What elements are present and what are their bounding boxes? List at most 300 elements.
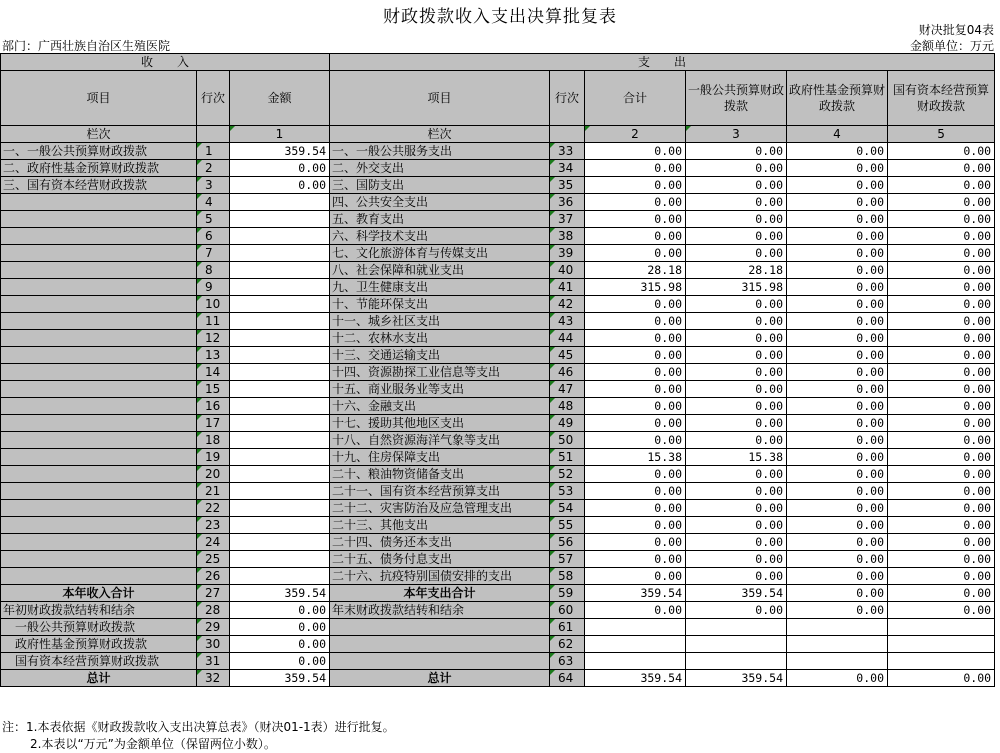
carryover-end-line: 60: [550, 602, 585, 619]
income-item: [1, 211, 197, 228]
expense-total: 28.18: [585, 262, 686, 279]
expense-general: 0.00: [686, 483, 787, 500]
expense-item: 十一、城乡社区支出: [330, 313, 550, 330]
income-item: [1, 279, 197, 296]
expense-general: 0.00: [686, 228, 787, 245]
expense-state: 0.00: [888, 160, 995, 177]
expense-state: 0.00: [888, 517, 995, 534]
income-line: 9: [197, 279, 230, 296]
carryover-end-label: 年末财政拨款结转和结余: [330, 602, 550, 619]
expense-total: 0.00: [585, 160, 686, 177]
income-item: [1, 449, 197, 466]
carryover-begin-label: 年初财政拨款结转和结余: [1, 602, 197, 619]
expense-fund: 0.00: [787, 143, 888, 160]
expense-state: 0.00: [888, 466, 995, 483]
expense-total: 0.00: [585, 568, 686, 585]
expense-fund: 0.00: [787, 347, 888, 364]
income-amount: [230, 517, 330, 534]
expense-line: 44: [550, 330, 585, 347]
expense-line: 51: [550, 449, 585, 466]
carryover-state-line: 31: [197, 653, 230, 670]
expense-total: 0.00: [585, 551, 686, 568]
income-amount: [230, 449, 330, 466]
income-line: 5: [197, 211, 230, 228]
income-total-amount: 359.54: [230, 585, 330, 602]
expense-line: 47: [550, 381, 585, 398]
expense-item: 二十三、其他支出: [330, 517, 550, 534]
expense-general: 0.00: [686, 534, 787, 551]
income-item: [1, 228, 197, 245]
expense-line: 52: [550, 466, 585, 483]
expense-line: 53: [550, 483, 585, 500]
expense-item: 二十一、国有资本经营预算支出: [330, 483, 550, 500]
expense-item: 六、科学技术支出: [330, 228, 550, 245]
expense-line: 56: [550, 534, 585, 551]
expense-line-62: 62: [550, 636, 585, 653]
expense-fund-header: 政府性基金预算财政拨款: [787, 71, 888, 126]
expense-line: 43: [550, 313, 585, 330]
expense-item: 十二、农林水支出: [330, 330, 550, 347]
expense-general: 0.00: [686, 245, 787, 262]
income-item: [1, 517, 197, 534]
expense-state: 0.00: [888, 296, 995, 313]
empty-cell: [888, 636, 995, 653]
expense-item: 一、一般公共服务支出: [330, 143, 550, 160]
expense-state: 0.00: [888, 500, 995, 517]
expense-fund: 0.00: [787, 262, 888, 279]
table-row: [1, 211, 995, 228]
expense-state: 0.00: [888, 551, 995, 568]
expense-fund: 0.00: [787, 296, 888, 313]
expense-total: 0.00: [585, 466, 686, 483]
expense-general: 0.00: [686, 551, 787, 568]
income-amount: 359.54: [230, 143, 330, 160]
income-item: [1, 432, 197, 449]
expense-fund: 0.00: [787, 551, 888, 568]
expense-fund: 0.00: [787, 466, 888, 483]
table-row: [1, 313, 995, 330]
empty-cell: [686, 619, 787, 636]
table-row: [1, 330, 995, 347]
expense-item: 八、社会保障和就业支出: [330, 262, 550, 279]
income-line: 11: [197, 313, 230, 330]
income-amount: 0.00: [230, 160, 330, 177]
table-row: [1, 398, 995, 415]
expense-line: 36: [550, 194, 585, 211]
expense-item: 二十五、债务付息支出: [330, 551, 550, 568]
carryover-end-fund: 0.00: [787, 602, 888, 619]
expense-line: 35: [550, 177, 585, 194]
income-line: 8: [197, 262, 230, 279]
expense-line: 54: [550, 500, 585, 517]
income-line: 1: [197, 143, 230, 160]
expense-item: 二十四、债务还本支出: [330, 534, 550, 551]
income-line-header: 行次: [197, 71, 230, 126]
page-title: 财政拨款收入支出决算批复表: [383, 7, 617, 27]
empty-cell: [888, 653, 995, 670]
income-line: 17: [197, 415, 230, 432]
income-line: 18: [197, 432, 230, 449]
income-line: 2: [197, 160, 230, 177]
income-amount: [230, 194, 330, 211]
income-item: [1, 347, 197, 364]
empty-cell: [686, 636, 787, 653]
expense-line-63: 63: [550, 653, 585, 670]
table-row: [1, 534, 995, 551]
expense-total: 0.00: [585, 245, 686, 262]
carryover-state-row: [1, 653, 995, 670]
income-total-label: 本年收入合计: [1, 585, 197, 602]
expense-line: 38: [550, 228, 585, 245]
expense-item: 二十、粮油物资储备支出: [330, 466, 550, 483]
income-item: [1, 466, 197, 483]
expense-line: 39: [550, 245, 585, 262]
expense-general-col-num: 3: [686, 126, 787, 143]
expense-fund: 0.00: [787, 534, 888, 551]
expense-item: 五、教育支出: [330, 211, 550, 228]
expense-state: 0.00: [888, 432, 995, 449]
expense-item: 七、文化旅游体育与传媒支出: [330, 245, 550, 262]
income-line: 13: [197, 347, 230, 364]
expense-state: 0.00: [888, 330, 995, 347]
expense-grand-total-general: 359.54: [686, 670, 787, 687]
expense-item: 九、卫生健康支出: [330, 279, 550, 296]
expense-state: 0.00: [888, 415, 995, 432]
column-header-row: [1, 71, 995, 126]
footnote-2: 2.本表以“万元”为金额单位（保留两位小数）。: [30, 737, 276, 751]
income-line: 24: [197, 534, 230, 551]
expense-state: 0.00: [888, 143, 995, 160]
expense-fund-col-num: 4: [787, 126, 888, 143]
carryover-general-row: [1, 619, 995, 636]
table-row: [1, 500, 995, 517]
income-item: 一、一般公共预算财政拨款: [1, 143, 197, 160]
income-item: [1, 296, 197, 313]
expense-line-header: 行次: [550, 71, 585, 126]
empty-cell: [787, 636, 888, 653]
expense-fund: 0.00: [787, 313, 888, 330]
expense-total: 0.00: [585, 398, 686, 415]
expense-total: 0.00: [585, 347, 686, 364]
income-line: 25: [197, 551, 230, 568]
income-grand-total-amount: 359.54: [230, 670, 330, 687]
expense-fund: 0.00: [787, 279, 888, 296]
table-row: [1, 483, 995, 500]
expense-line: 41: [550, 279, 585, 296]
income-item: [1, 398, 197, 415]
empty-cell: [585, 636, 686, 653]
expense-fund: 0.00: [787, 381, 888, 398]
empty-cell: [585, 619, 686, 636]
income-amount: [230, 211, 330, 228]
empty-cell: [787, 653, 888, 670]
income-expense-total-row: [1, 585, 995, 602]
footnotes: [2, 719, 395, 753]
income-line: 4: [197, 194, 230, 211]
table-row: [1, 347, 995, 364]
expense-general: 0.00: [686, 398, 787, 415]
expense-grand-total-fund: 0.00: [787, 670, 888, 687]
carryover-begin-amount: 0.00: [230, 602, 330, 619]
expense-total: 315.98: [585, 279, 686, 296]
income-amount-col-num: 1: [230, 126, 330, 143]
income-amount: [230, 483, 330, 500]
income-line: 6: [197, 228, 230, 245]
expense-fund: 0.00: [787, 432, 888, 449]
expense-total-col-num: 2: [585, 126, 686, 143]
expense-line: 48: [550, 398, 585, 415]
expense-general: 0.00: [686, 517, 787, 534]
expense-grand-total-sum: 359.54: [585, 670, 686, 687]
income-line: 12: [197, 330, 230, 347]
empty-cell: [888, 619, 995, 636]
table-row: [1, 262, 995, 279]
income-total-line: 27: [197, 585, 230, 602]
empty-cell: [330, 636, 550, 653]
expense-general: 0.00: [686, 500, 787, 517]
expense-state: 0.00: [888, 228, 995, 245]
expense-general: 0.00: [686, 568, 787, 585]
expense-state: 0.00: [888, 568, 995, 585]
expense-line: 50: [550, 432, 585, 449]
income-grand-total-label: 总计: [1, 670, 197, 687]
expense-state: 0.00: [888, 449, 995, 466]
expense-fund: 0.00: [787, 330, 888, 347]
expense-item: 二十六、抗疫特别国债安排的支出: [330, 568, 550, 585]
carryover-fund-line: 30: [197, 636, 230, 653]
income-amount: [230, 415, 330, 432]
expense-item: 十五、商业服务业等支出: [330, 381, 550, 398]
expense-general: 28.18: [686, 262, 787, 279]
table-row: [1, 449, 995, 466]
expense-total-sum: 359.54: [585, 585, 686, 602]
expense-item: 二、外交支出: [330, 160, 550, 177]
income-item: [1, 551, 197, 568]
expense-fund: 0.00: [787, 500, 888, 517]
income-line: 7: [197, 245, 230, 262]
expense-state: 0.00: [888, 483, 995, 500]
expense-state: 0.00: [888, 279, 995, 296]
form-code: 财决批复04表: [918, 23, 994, 37]
income-amount: [230, 568, 330, 585]
expense-total: 0.00: [585, 296, 686, 313]
income-col-label: 栏次: [1, 126, 197, 143]
expense-general-header: 一般公共预算财政拨款: [686, 71, 787, 126]
income-line: 16: [197, 398, 230, 415]
income-item: 三、国有资本经营财政拨款: [1, 177, 197, 194]
grand-total-row: [1, 670, 995, 687]
expense-line: 40: [550, 262, 585, 279]
expense-line: 55: [550, 517, 585, 534]
expense-line: 37: [550, 211, 585, 228]
expense-item-header: 项目: [330, 71, 550, 126]
income-item: [1, 415, 197, 432]
expense-fund: 0.00: [787, 228, 888, 245]
income-item: [1, 194, 197, 211]
income-item: [1, 568, 197, 585]
expense-line-61: 61: [550, 619, 585, 636]
income-amount: [230, 398, 330, 415]
expense-line: 58: [550, 568, 585, 585]
expense-total: 0.00: [585, 500, 686, 517]
expense-line: 45: [550, 347, 585, 364]
carryover-state-label: 国有资本经营预算财政拨款: [1, 653, 197, 670]
table-row: [1, 228, 995, 245]
carryover-row: [1, 602, 995, 619]
expense-state: 0.00: [888, 381, 995, 398]
table-row: [1, 194, 995, 211]
expense-total: 0.00: [585, 381, 686, 398]
expense-state: 0.00: [888, 347, 995, 364]
expense-general: 15.38: [686, 449, 787, 466]
table-row: [1, 381, 995, 398]
expense-fund: 0.00: [787, 364, 888, 381]
expense-state: 0.00: [888, 313, 995, 330]
expense-fund: 0.00: [787, 483, 888, 500]
expense-state: 0.00: [888, 211, 995, 228]
expense-item: 十八、自然资源海洋气象等支出: [330, 432, 550, 449]
income-line: 14: [197, 364, 230, 381]
income-item: [1, 245, 197, 262]
table-row: [1, 415, 995, 432]
expense-general: 0.00: [686, 296, 787, 313]
income-amount: [230, 347, 330, 364]
expense-general: 0.00: [686, 194, 787, 211]
expense-total: 0.00: [585, 364, 686, 381]
expense-total: 0.00: [585, 517, 686, 534]
income-item: 二、政府性基金预算财政拨款: [1, 160, 197, 177]
income-item-header: 项目: [1, 71, 197, 126]
income-amount: [230, 432, 330, 449]
empty-cell: [686, 653, 787, 670]
expense-state-header: 国有资本经营预算财政拨款: [888, 71, 995, 126]
expense-col-label: 栏次: [330, 126, 550, 143]
income-amount: [230, 466, 330, 483]
table-row: [1, 364, 995, 381]
expense-general: 0.00: [686, 381, 787, 398]
expense-total-fund: 0.00: [787, 585, 888, 602]
table-row: [1, 143, 995, 160]
expense-state-col-num: 5: [888, 126, 995, 143]
expense-item: 十四、资源勘探工业信息等支出: [330, 364, 550, 381]
table-row: [1, 551, 995, 568]
income-amount: [230, 330, 330, 347]
table-row: [1, 245, 995, 262]
expense-total: 0.00: [585, 194, 686, 211]
expense-line: 46: [550, 364, 585, 381]
expense-total: 0.00: [585, 143, 686, 160]
expense-grand-total-state: 0.00: [888, 670, 995, 687]
expense-line-col-num: [550, 126, 585, 143]
income-amount: [230, 279, 330, 296]
expense-fund: 0.00: [787, 245, 888, 262]
expense-state: 0.00: [888, 398, 995, 415]
income-section-header: 收 入: [1, 54, 330, 71]
table-row: [1, 160, 995, 177]
income-amount: [230, 381, 330, 398]
empty-cell: [330, 619, 550, 636]
income-amount: [230, 534, 330, 551]
income-amount: [230, 313, 330, 330]
income-amount: [230, 245, 330, 262]
table-row: [1, 466, 995, 483]
section-header-row: [1, 54, 995, 71]
expense-item: 十九、住房保障支出: [330, 449, 550, 466]
income-line: 3: [197, 177, 230, 194]
income-line: 22: [197, 500, 230, 517]
expense-general: 0.00: [686, 177, 787, 194]
expense-fund: 0.00: [787, 177, 888, 194]
expense-state: 0.00: [888, 534, 995, 551]
income-amount: [230, 296, 330, 313]
income-item: [1, 483, 197, 500]
expense-general: 315.98: [686, 279, 787, 296]
column-number-row: [1, 126, 995, 143]
table-row: [1, 568, 995, 585]
income-item: [1, 313, 197, 330]
income-item: [1, 330, 197, 347]
expense-fund: 0.00: [787, 160, 888, 177]
expense-general: 0.00: [686, 347, 787, 364]
income-grand-total-line: 32: [197, 670, 230, 687]
expense-item: 十六、金融支出: [330, 398, 550, 415]
expense-item: 四、公共安全支出: [330, 194, 550, 211]
empty-cell: [585, 653, 686, 670]
expense-line: 34: [550, 160, 585, 177]
expense-state: 0.00: [888, 177, 995, 194]
expense-item: 十三、交通运输支出: [330, 347, 550, 364]
expense-general: 0.00: [686, 415, 787, 432]
income-line: 26: [197, 568, 230, 585]
expense-item: 二十二、灾害防治及应急管理支出: [330, 500, 550, 517]
income-item: [1, 500, 197, 517]
income-amount: [230, 228, 330, 245]
expense-total: 0.00: [585, 313, 686, 330]
table-row: [1, 177, 995, 194]
expense-total-header: 合计: [585, 71, 686, 126]
expense-fund: 0.00: [787, 517, 888, 534]
carryover-end-general: 0.00: [686, 602, 787, 619]
carryover-fund-row: [1, 636, 995, 653]
expense-total-general: 359.54: [686, 585, 787, 602]
expense-general: 0.00: [686, 330, 787, 347]
income-line: 23: [197, 517, 230, 534]
expense-general: 0.00: [686, 143, 787, 160]
expense-line: 33: [550, 143, 585, 160]
expense-section-header: 支 出: [330, 54, 995, 71]
expense-item: 十七、援助其他地区支出: [330, 415, 550, 432]
expense-state: 0.00: [888, 262, 995, 279]
income-line: 19: [197, 449, 230, 466]
carryover-begin-line: 28: [197, 602, 230, 619]
carryover-fund-amount: 0.00: [230, 636, 330, 653]
expense-total: 15.38: [585, 449, 686, 466]
income-item: [1, 534, 197, 551]
income-line-col-num: [197, 126, 230, 143]
empty-cell: [787, 619, 888, 636]
footnote-1: 注：1.本表依据《财政拨款收入支出决算总表》（财决01-1表）进行批复。: [2, 720, 395, 734]
carryover-general-line: 29: [197, 619, 230, 636]
expense-fund: 0.00: [787, 194, 888, 211]
income-item: [1, 262, 197, 279]
expense-total: 0.00: [585, 483, 686, 500]
expense-total: 0.00: [585, 415, 686, 432]
table-row: [1, 296, 995, 313]
expense-total: 0.00: [585, 177, 686, 194]
appropriation-table: [0, 53, 995, 687]
expense-fund: 0.00: [787, 568, 888, 585]
income-amount: 0.00: [230, 177, 330, 194]
